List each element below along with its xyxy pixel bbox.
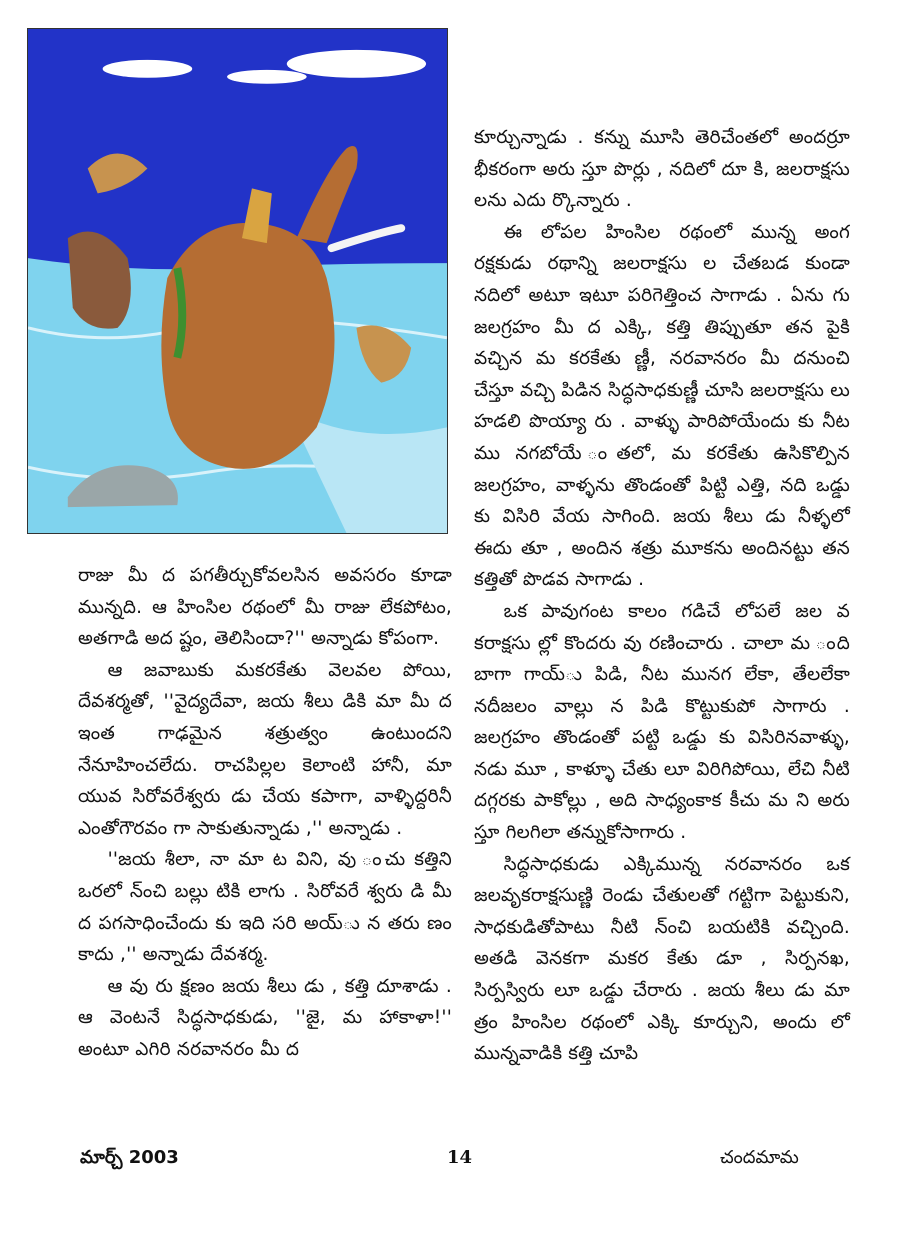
paragraph: కూర్చున్నాడు . కన్ను మూసి తెరిచేంతలో అందర్రూ భీకరంగా అరు స్తూ పొర్లు , నదిలో దూ కి, జలరాక్షసు లను ఎదు ర్కొన్నారు . (474, 127, 850, 212)
paragraph: ''జయ శీలా, నా మా ట విని, వు ంచు కత్తిని ఒరలో న్ంచి బల్లు టికి లాగు . సిరోవరే శ్వరు డి మీ ద పగసాధించేందు కు ఇది సరి అయ్ు న తరు ణం కాదు ,'' అన్నాడు దేవశర్మ. (78, 849, 452, 966)
paragraph: ఒక పావుగంట కాలం గడిచే లోపలే జల వ కరాక్షసు ల్లో కొందరు వు రణించారు . చాలా మ ంది బాగా గాయ్ు పిడి, నీట మునగ లేకా, తేలలేకా నదీజలం వాల్లు న పిడి కొట్టుకుపో సాగారు . జలగ్రహం తొండంతో పట్టి ఒడ్డు కు విసిరినవాళ్ళు, నడు మూ , కాళ్ళూ చేతు లూ విరిగిపోయి, లేచి నీటి దగ్గరకు పాకోల్లు , అది సాధ్యంకాక కీచు మ ని అరు స్తూ గిలగిలా తన్నుకోసాగారు . (474, 600, 850, 844)
paragraph: సిద్ధసాధకుడు ఎక్కిమున్న నరవానరం ఒక జలవృకరాక్షసుణ్ణి రెండు చేతులతో గట్టిగా పెట్టుకుని, సాధకుడితోపాటు నీటి న్ంచి బయటికి వచ్చింది. అతడి వెనకగా మకర కేతు డూ , సిర్పనఖ, సిర్పస్విరు లూ ఒడ్డు చేరారు . జయ శీలు డు మా త్రం హింసిల రథంలో ఎక్కి కూర్చుని, అందు లో మున్నవాడికి కత్తి చూపి (474, 853, 850, 1065)
footer-date: మార్చ్ 2003 (80, 1147, 179, 1168)
paragraph: ఈ లోపల హింసిల రథంలో మున్న అంగ రక్షకుడు రథాన్ని జలరాక్షసు ల చేతబడ కుండా నదిలో అటూ ఇటూ పరిగెత్తించ సాగాడు . ఏను గు జలగ్రహం మీ ద ఎక్కి, కత్తి తిప్పుతూ తన పైకి వచ్చిన మ కరకేతు ణ్ణీ, నరవానరం మీ దనుంచి చేస్తూ వచ్చి పిడిన సిద్ధసాధకుణ్ణీ చూసి జలరాక్షసు లు హడలి పొయ్యా రు . వాళ్ళు పారిపోయేందు కు నీట ము నగబోయే ంతలో, మ కరకేతు ఉసికొల్పిన జలగ్రహం, వాళ్ళను తొండంతో పిట్టి ఎత్తి, నది ఒడ్డు కు విసిరి వేయ సాగింది. జయ శీలు డు నీళ్ళలో ఈదు తూ , అందిన శత్రు మూకను అందినట్టు తన కత్తితో పొడవ సాగాడు . (474, 221, 850, 591)
paragraph: ఆ జవాబుకు మకరకేతు వెలవల పోయి, దేవశర్మతో, ''వైద్యదేవా, జయ శీలు డికి మా మీ ద ఇంత గాఢమైన శత్రుత్వం ఉంటుందని నేనూహించలేదు. రాచపిల్లల కెలాంటి హానీ, మా యువ సిరోవరేశ్వరు డు చేయ కపాగా, వాళ్ళిద్దరినీ ఎంతోగౌరవం గా సాకుతున్నాడు ,'' అన్నాడు . (78, 659, 452, 839)
elephant-river-battle-illustration-icon (28, 29, 447, 533)
footer-magazine-name: చందమామ (720, 1147, 799, 1168)
illustration (27, 28, 448, 534)
right-column (474, 122, 850, 1070)
paragraph: ఆ వు రు క్షణం జయ శీలు డు , కత్తి దూశాడు . ఆ వెంటనే సిద్ధసాధకుడు, ''జై, మ హాకాళా!'' అంటూ ఎగిరి నరవానరం మీ ద (78, 975, 452, 1060)
paragraph: రాజు మీ ద పగతీర్చుకోవలసిన అవసరం కూడా మున్నది. ఆ హింసిల రథంలో మీ రాజు లేకపోటం, అతగాడి అద ష్టం, తెలిసిందా?'' అన్నాడు కోపంగా. (78, 565, 452, 650)
page-footer (0, 1147, 919, 1175)
left-column (78, 560, 452, 1066)
page-number: 14 (446, 1147, 473, 1168)
